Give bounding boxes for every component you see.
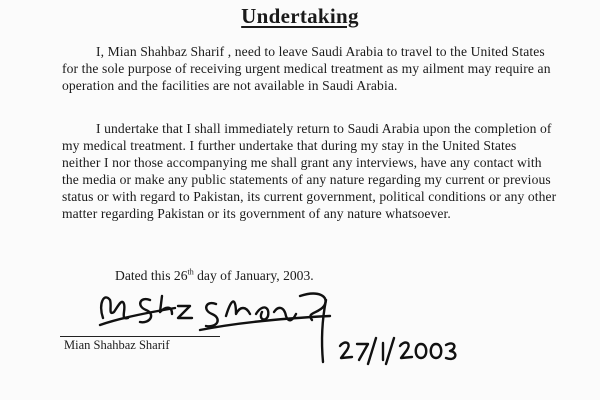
document-title: Undertaking bbox=[241, 4, 359, 28]
paragraph-2-line-4: the media or make any public statements of any nature regarding my current or previous bbox=[62, 172, 551, 187]
signer-name: Mian Shahbaz Sharif bbox=[64, 338, 170, 352]
paragraph-2-line-1: I undertake that I shall immediately return to Saudi Arabia upon the completion of bbox=[96, 121, 552, 136]
signature-line bbox=[60, 336, 220, 337]
paragraph-1-line-3: operation and the facilities are not available in Saudi Arabia. bbox=[62, 78, 398, 93]
paragraph-1-line-1: I, Mian Shahbaz Sharif , need to leave Saudi Arabia to travel to the United States bbox=[96, 44, 545, 59]
dated-line: Dated this 26th day of January, 2003. bbox=[115, 267, 314, 283]
paragraph-2-line-5: status or with regard to Pakistan, its current government, political conditions or any other bbox=[62, 189, 557, 204]
paragraph-2-line-2: my medical treatment. I further undertake that during my stay in the United States bbox=[62, 138, 517, 153]
paragraph-1-line-2: for the sole purpose of receiving urgent medical treatment as my ailment may require an bbox=[62, 61, 551, 76]
paragraph-2-line-3: neither I nor those accompanying me shall grant any interviews, have any contact with bbox=[62, 155, 542, 170]
paragraph-2-line-6: matter regarding Pakistan or its government of any nature whatsoever. bbox=[62, 206, 451, 221]
